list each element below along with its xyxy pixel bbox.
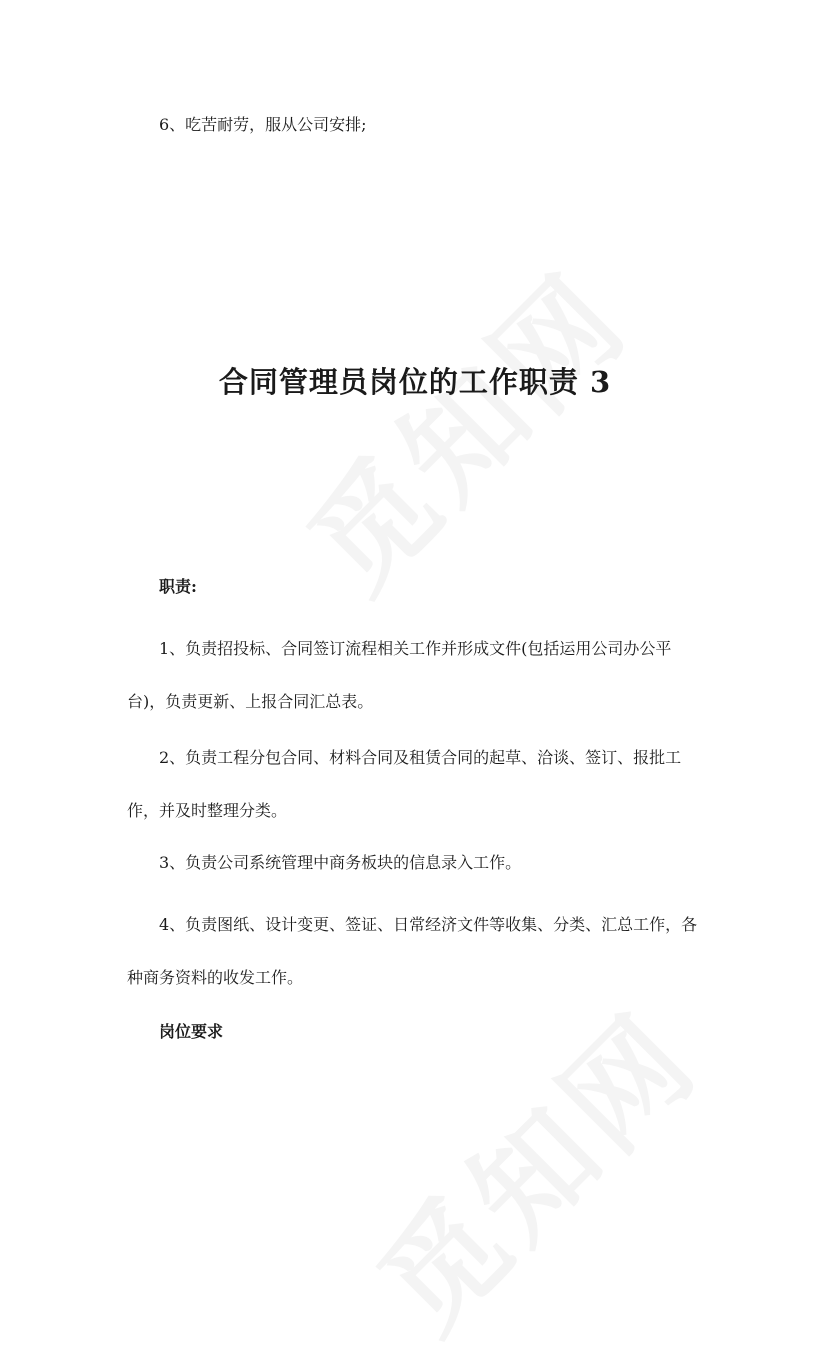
page-title: 合同管理员岗位的工作职责 3 xyxy=(218,365,612,399)
requirements-heading: 岗位要求 xyxy=(159,1022,224,1041)
duty-item: 3、负责公司系统管理中商务板块的信息录入工作。 xyxy=(159,853,522,872)
duties-heading: 职责: xyxy=(159,577,197,596)
duty-item: 2、负责工程分包合同、材料合同及租赁合同的起草、洽谈、签订、报批工作，并及时整理分类。 xyxy=(127,748,682,820)
duty-item: 1、负责招投标、合同签订流程相关工作并形成文件(包括运用公司办公平台)，负责更新、上报合同汇总表。 xyxy=(127,639,672,711)
intro-item: 6、吃苦耐劳，服从公司安排; xyxy=(159,115,367,134)
duty-item: 4、负责图纸、设计变更、签证、日常经济文件等收集、分类、汇总工作，各种商务资料的收发工作。 xyxy=(127,915,698,987)
